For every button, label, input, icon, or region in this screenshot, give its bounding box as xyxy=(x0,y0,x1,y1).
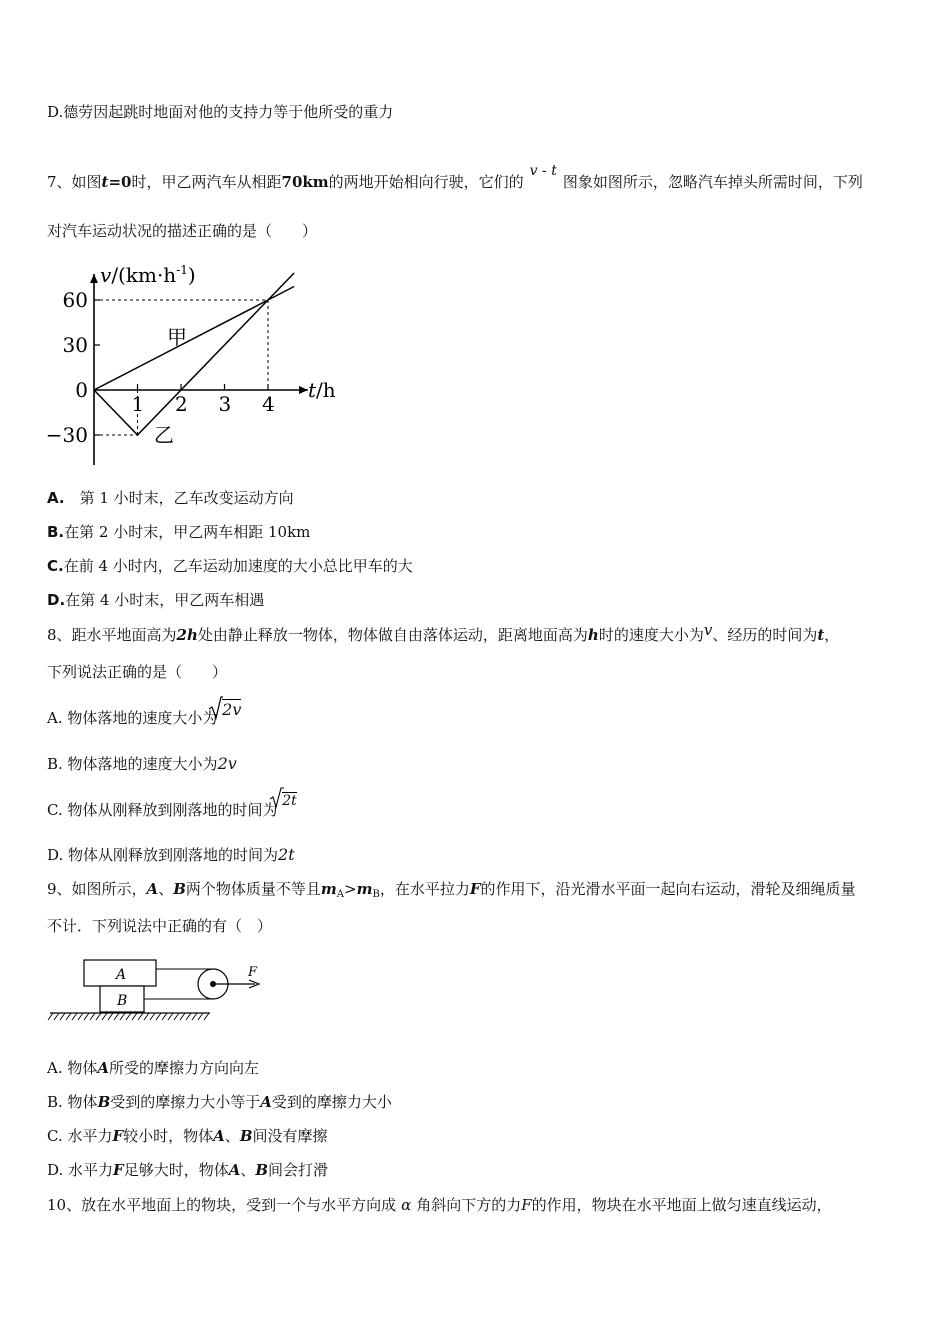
hatch-mark xyxy=(138,1013,143,1020)
option-var: F xyxy=(112,1127,124,1145)
hatch-mark xyxy=(48,1013,53,1020)
q9-stem-part: 两个物体质量不等且 xyxy=(185,880,321,898)
hatch-mark xyxy=(150,1013,155,1020)
option-math: 2t xyxy=(278,845,295,864)
q7-stem-eq: =0 xyxy=(108,173,132,191)
q9-stem-part: 9、如图所示， xyxy=(47,880,147,898)
q7-stem-t: t xyxy=(101,173,109,191)
hatch-mark xyxy=(132,1013,137,1020)
q7-option-c xyxy=(47,556,413,576)
option-text: 、 xyxy=(224,1127,240,1145)
q9-stem-part: > xyxy=(344,880,357,898)
sqrt-sign xyxy=(209,696,223,720)
hatch-mark xyxy=(204,1013,209,1020)
q9-option-d xyxy=(47,1160,328,1180)
sqrt-expression xyxy=(282,791,297,811)
option-math: 2v xyxy=(217,754,237,773)
q9-stem-part: ，在水平拉力 xyxy=(379,880,470,898)
q8-stem-part: 处由静止释放一物体，物体做自由落体运动，距离地面高为 xyxy=(197,626,588,644)
hatch-mark xyxy=(84,1013,89,1020)
q9-stem-a: A xyxy=(146,880,159,898)
option-label: A. xyxy=(47,489,65,507)
q7-stem-distance: 70km xyxy=(281,173,329,191)
hatch-mark xyxy=(168,1013,173,1020)
option-text: 较小时，物体 xyxy=(123,1127,214,1145)
option-text: A. 物体落地的速度大小为 xyxy=(47,709,218,727)
option-text: 间没有摩擦 xyxy=(252,1127,328,1145)
hatch-mark xyxy=(198,1013,203,1020)
option-var: B xyxy=(239,1127,253,1145)
q10-stem xyxy=(47,1195,832,1215)
option-label: B. xyxy=(47,523,65,541)
q10-stem-alpha: α xyxy=(401,1196,412,1214)
q8-stem-t: t xyxy=(817,626,825,644)
y-tick-label: 0 xyxy=(75,378,88,402)
q10-stem-part: 10、放在水平地面上的物块，受到一个与水平方向成 xyxy=(47,1196,397,1214)
y-axis-label: $v/(km\cdot h^{-1})$ xyxy=(100,263,196,287)
q7-stem-part: 时，甲乙两汽车从相距 xyxy=(131,173,282,191)
option-var: F xyxy=(113,1161,124,1179)
q9-option-a xyxy=(47,1058,259,1078)
hatch-mark xyxy=(114,1013,119,1020)
hatch-mark xyxy=(108,1013,113,1020)
q8-option-c xyxy=(47,793,297,821)
hatch-mark xyxy=(54,1013,59,1020)
hatch-mark xyxy=(66,1013,71,1020)
y-tick-label: 30 xyxy=(62,333,88,357)
pulley-diagram xyxy=(45,955,275,1025)
option-text: D. 物体从刚释放到刚落地的时间为 xyxy=(47,846,279,864)
q9-stem-b: B xyxy=(173,880,186,898)
x-tick-label-2: 2 xyxy=(175,392,188,416)
q8-stem-v: v xyxy=(703,621,713,639)
hatch-mark xyxy=(120,1013,125,1020)
q10-stem-f: F xyxy=(521,1196,532,1214)
series-label-yi: 乙 xyxy=(154,423,174,447)
sqrt-expression xyxy=(222,700,241,720)
q6-option-d xyxy=(47,102,393,122)
q9-stem-sub: A xyxy=(336,889,345,900)
q10-stem-part: 的作用，物块在水平地面上做匀速直线运动， xyxy=(531,1196,832,1214)
option-label: D. xyxy=(47,591,66,609)
q9-stem-f: F xyxy=(469,880,481,898)
q8-stem-2h: 2h xyxy=(176,626,198,644)
q9-stem-mb: m xyxy=(356,880,373,898)
option-text: 、 xyxy=(240,1161,256,1179)
option-text: B. 物体 xyxy=(47,1093,98,1111)
y-tick-label: −30 xyxy=(45,423,88,447)
q8-option-a xyxy=(47,700,242,728)
q8-stem-h: h xyxy=(587,626,599,644)
ground-hatch xyxy=(48,1013,209,1020)
option-text: 受到的摩擦力大小等于 xyxy=(110,1093,261,1111)
q7-stem-part: 的两地开始相向行驶，它们的 xyxy=(328,173,524,191)
option-var: B xyxy=(97,1093,111,1111)
pulley-axle xyxy=(210,981,216,987)
q9-stem-ma: m xyxy=(320,880,337,898)
hatch-mark xyxy=(144,1013,149,1020)
x-axis-label: t/h xyxy=(308,378,336,402)
option-label: C. xyxy=(47,557,64,575)
q8-stem-part: ， xyxy=(824,626,840,644)
q7-stem xyxy=(47,163,863,193)
hatch-mark xyxy=(96,1013,101,1020)
q7-stem-line2: 对汽车运动状况的描述正确的是（ ） xyxy=(47,222,318,240)
option-text: 在前 4 小时内，乙车运动加速度的大小总比甲车的大 xyxy=(63,557,413,575)
option-text: D. 水平力 xyxy=(47,1161,114,1179)
hatch-mark xyxy=(174,1013,179,1020)
y-tick-label: 60 xyxy=(62,288,88,312)
q9-option-c xyxy=(47,1126,328,1146)
q8-option-d xyxy=(47,845,295,865)
option-text: 第 1 小时末，乙车改变运动方向 xyxy=(64,489,294,507)
option-math: 2t xyxy=(282,793,297,809)
option-text: C. 水平力 xyxy=(47,1127,113,1145)
vt-graph xyxy=(40,258,350,473)
option-text: 间会打滑 xyxy=(268,1161,329,1179)
q7-option-a xyxy=(47,488,294,508)
x-tick-label-4: 4 xyxy=(262,392,275,416)
hatch-mark xyxy=(78,1013,83,1020)
block-a-label: A xyxy=(116,967,127,983)
option-text: 受到的摩擦力大小 xyxy=(271,1093,392,1111)
option-var: A xyxy=(260,1093,272,1111)
q9-stem xyxy=(47,879,856,905)
q8-stem-part: 8、距水平地面高为 xyxy=(47,626,177,644)
block-b-label: B xyxy=(117,993,128,1009)
hatch-mark xyxy=(126,1013,131,1020)
q8-stem xyxy=(47,621,840,645)
series-label-jia: 甲 xyxy=(167,325,187,349)
q9-stem-line2: 不计．下列说法中正确的有（ ） xyxy=(47,917,273,935)
x-tick-label-1: 1 xyxy=(131,392,145,416)
q6-option-d-text: D.德劳因起跳时地面对他的支持力等于他所受的重力 xyxy=(47,103,394,121)
option-math: 2v xyxy=(222,700,242,719)
hatch-mark xyxy=(102,1013,107,1020)
option-text: 在第 2 小时末，甲乙两车相距 10km xyxy=(64,523,311,541)
hatch-mark xyxy=(186,1013,191,1020)
hatch-mark xyxy=(156,1013,161,1020)
q7-stem-vt-symbol: v - t xyxy=(529,163,557,179)
option-text: 足够大时，物体 xyxy=(123,1161,229,1179)
hatch-mark xyxy=(90,1013,95,1020)
option-var: A xyxy=(213,1127,225,1145)
q9-stem-sub: B xyxy=(372,889,380,900)
q8-stem-part: 时的速度大小为 xyxy=(598,626,704,644)
q9-option-b xyxy=(47,1092,392,1112)
option-text: 所受的摩擦力方向向左 xyxy=(109,1059,260,1077)
option-text: B. 物体落地的速度大小为 xyxy=(47,755,218,773)
q7-stem-part: 图象如图所示，忽略汽车掉头所需时间，下列 xyxy=(562,173,863,191)
hatch-mark xyxy=(60,1013,65,1020)
q7-option-b xyxy=(47,522,310,542)
hatch-mark xyxy=(72,1013,77,1020)
q8-stem-line2: 下列说法正确的是（ ） xyxy=(47,663,228,681)
force-label: F xyxy=(248,965,258,980)
option-var: B xyxy=(255,1161,269,1179)
q7-stem-part: 7、如图 xyxy=(47,173,102,191)
option-var: A xyxy=(97,1059,110,1077)
hatch-mark xyxy=(192,1013,197,1020)
q7-option-d xyxy=(47,590,264,610)
series-line-jia xyxy=(94,287,294,391)
hatch-mark xyxy=(162,1013,167,1020)
option-text: C. 物体从刚释放到刚落地的时间为 xyxy=(47,801,278,819)
q9-stem-part: 、 xyxy=(158,880,174,898)
hatch-mark xyxy=(180,1013,185,1020)
option-var: A xyxy=(228,1161,241,1179)
q8-option-b xyxy=(47,754,237,774)
option-text: 在第 4 小时末，甲乙两车相遇 xyxy=(65,591,265,609)
q8-stem-part: 、经历的时间为 xyxy=(712,626,818,644)
option-text: A. 物体 xyxy=(47,1059,98,1077)
q9-stem-part: 的作用下，沿光滑水平面一起向右运动，滑轮及细绳质量 xyxy=(480,880,856,898)
x-tick-label-3: 3 xyxy=(218,392,232,416)
sqrt-sign xyxy=(270,787,284,809)
q10-stem-part: 角斜向下方的力 xyxy=(416,1196,522,1214)
